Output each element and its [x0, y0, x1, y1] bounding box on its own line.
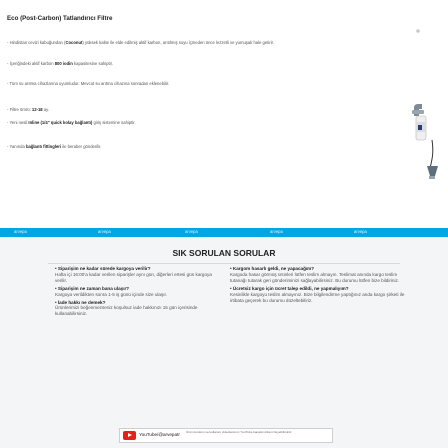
faq-column-right [230, 266, 405, 303]
feature-text: giriş sistemine sahiptir. [92, 120, 136, 125]
feature-highlight: Coconut [65, 40, 83, 45]
feature-text: İçeriğindeki aktif karbon [9, 61, 55, 66]
faq-question: • Siparişim ne zaman bana ulaşır? [55, 285, 130, 291]
filter-band [418, 125, 422, 130]
feature-text: Hindistan cevizi kabuğundan ( [9, 40, 66, 45]
feature-highlight: Inline (1/4" quick kolay bağlantı) [28, 120, 93, 125]
faq-divider [48, 263, 400, 264]
faq-answer: Kargoya verildikten sonra 1-5 iş günü içinde size ulaşır. [55, 291, 168, 297]
filter-cable [430, 140, 433, 168]
feature-text: ile beraber gönderilir. [61, 144, 102, 149]
product-title: Eco (Post-Carbon) Tatlandırıcı Filtre [7, 15, 113, 22]
feature-item-coconut: - Hindistan cevizi kabuğundan (Coconut) yüksek kalite ile elde edilmiş aktif karbon, arıtılmış suyu içmeden önce lezzetli ve yumuşak hale getirir. [7, 40, 274, 45]
brand-text: arvepa [98, 229, 111, 234]
faq-question: • Kargom hasarlı geldi, ne yapacağım? [230, 266, 315, 271]
feature-highlight: 12-18 [31, 107, 43, 112]
feature-item-connection: - Yeni nesil Inline (1/4" quick kolay bağlantı) giriş sistemine sahiptir. [7, 120, 136, 125]
youtube-footer[interactable] [119, 428, 333, 443]
feature-item-iodine: - İçeriğindeki aktif karbon 800 iodin kapasitesine sahiptir. [7, 61, 113, 66]
feature-text: Tüm su arıtma cihazlarına uyumludur. Mevcut su arıtma cihazına sonradan eklenebilir. [9, 81, 170, 86]
faq-answer: Kesinlikle kargoyu teslim almayınız. Bize bilgilendirme yaptığınız anda kargo şirketi ile irtibata geçerek bu durumu düzeltebiliriz. [230, 291, 405, 303]
faq-question: • Ücretsiz kargo için ücret talep edildi, ne yapmalıyım? [230, 285, 349, 291]
brand-text: arvepa [14, 229, 27, 234]
filter-cap [416, 29, 420, 33]
feature-text: ) yüksek kalite ile elde edilmiş aktif karbon, arıtılmış suyu içmeden önce lezzetli ve yumuşak hale getirir. [82, 40, 274, 45]
faq-question: • Siparişim ne kadar sürede kargoya verilir? [55, 266, 151, 271]
filter-clip [412, 110, 424, 114]
faq-answer: Hafta içi 16:00'a kadar verilen siparişler aynı gün, diğerleri ertesi gün kargoya verilir. [55, 271, 212, 283]
faq-answer: Ürünlerimizi beğenmezseniz koşulsuz iade hakkınızı 15 gün içerisinde kullanabilirsiniz. [55, 305, 198, 317]
brand-text: arvepa [185, 229, 198, 234]
faq-column-left [55, 266, 225, 317]
feature-highlight: bağlantı fittingleri [25, 144, 62, 149]
feature-item-compatibility: - Tüm su arıtma cihazlarına uyumludur. Mevcut su arıtma cihazına sonradan eklenebilir. [7, 81, 170, 86]
feature-text: Yeni nesil [9, 120, 29, 125]
filter-product-image [392, 28, 442, 228]
brand-text: arvepa [270, 229, 283, 234]
feature-item-lifetime: - Filtre ömrü: 12-18 ay. [7, 107, 50, 112]
feature-text: kapasitesine sahiptir. [72, 61, 113, 66]
brand-text: arvepa [354, 229, 367, 234]
faq-answer: Kargoda hasar görmüş ürünleri lütfen teslim almayın. Teslimat anında kargo teslim tutanağı tutarak geri gönderiminizi sağlayabilirsiniz. Bu durumu lütfen bize bildiriniz. [230, 271, 400, 283]
feature-item-fittings: - Yanında bağlantı fittingleri ile beraber gönderilir. [7, 144, 102, 149]
feature-text: Filtre ömrü: [9, 107, 32, 112]
faq-title: SIK SORULAN SORULAR [172, 248, 276, 258]
footer-note: Ürün kurulum ve kullanım videolarımızı YouTube kanalımızdan izleyebilirsiniz. [186, 430, 293, 434]
faq-question: • İade hakkı ne demek? [55, 299, 106, 305]
fitting-base-icon [427, 166, 438, 176]
feature-text: Yanında [9, 144, 26, 149]
feature-highlight: 800 iodin [54, 61, 73, 66]
youtube-handle[interactable]: YouTube/@arvepatr [139, 432, 180, 437]
feature-text: ay. [42, 107, 50, 112]
brand-banner [0, 228, 448, 237]
youtube-icon [123, 431, 136, 440]
fitting-nut [429, 176, 435, 179]
